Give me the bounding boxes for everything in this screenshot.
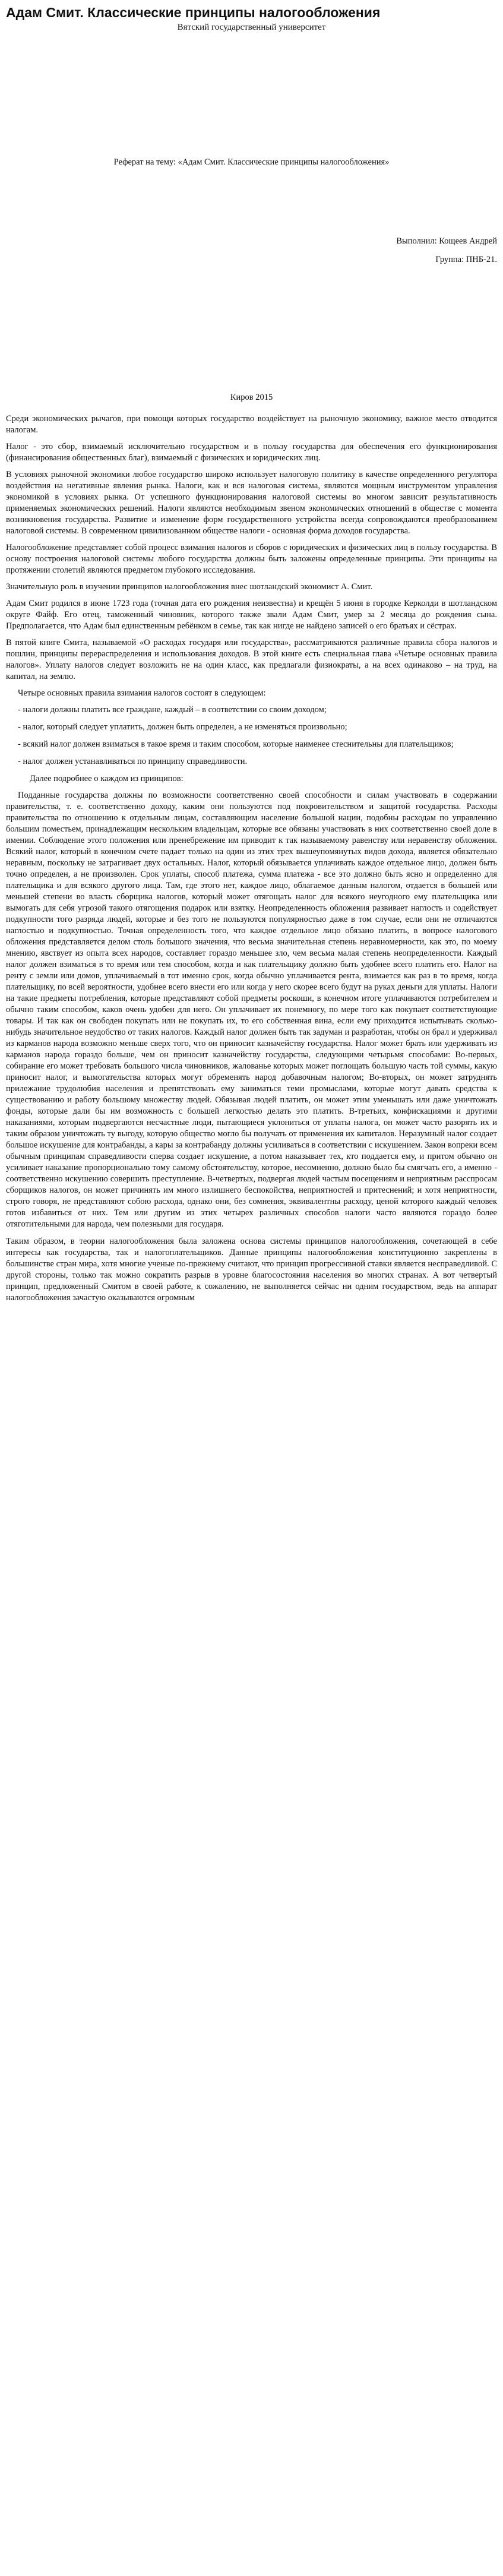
details-intro: Далее подробнее о каждом из принципов: [30,774,184,783]
rule-item: - всякий налог должен взиматься в такое время и таким способом, которые наименее стеснительны для плательщиков; [18,739,454,749]
paragraph: В пятой книге Смита, называемой «О расходах государя или государства», рассматриваются различные правила сбора налогов и пошлин, принципы перераспределения и использования доходов. В этой книге есть специальная глава «Четыре основных правила налогов». Уплату налогов следует возложить не на один класс, как предлагали физиократы, а на всех одинаково – на труд, на капитал, на землю. [6,638,497,681]
city-year: Киров 2015 [230,393,273,402]
paragraph: В условиях рыночной экономики любое государство широко использует налоговую политику в качестве определенного регулятора воздействия на негативные явления рынка. Налоги, как и вся налоговая система, являются мощным инструментом управления экономикой в условиях рынка. От успешного функционирования налоговой системы во многом зависит результативность применяемых экономических решений. Налоги являются необходимым звеном экономических отношений в обществе с момента возникновения государства. Развитие и изменение форм государственного устройства всегда сопровождаются преобразованием налоговой системы. В современном цивилизованном обществе налоги - основная форма доходов государства. [6,470,497,536]
document-title: Адам Смит. Классические принципы налогообложения [6,5,381,20]
rule-item: - налоги должны платить все граждане, каждый – в соответствии со своим доходом; [18,705,327,715]
paragraph: Таким образом, в теории налогообложения была заложена основа системы принципов налогообложения, сочетающей в себе интересы как государства, так и налогоплательщиков. Данные принципы налогообложения конституционно закреплены в большинстве стран мира, хотя многие ученые по-прежнему считают, что принцип прогрессивной ставки является несправедливой. С другой стороны, только так можно сократить разрыв в уровне благосостояния населения во многих странах. А вот четвертый принцип, предложенный Смитом в своей работе, к сожалению, не выполняется сейчас ни одним государством, ведь на аппарат налогообложения зачастую оказываются огромным [6,1237,497,1303]
rule-item: - налог должен устанавливаться по принципу справедливости. [18,757,248,766]
document-body [6,413,497,1304]
rule-item: - налог, который следует уплатить, должен быть определен, а не изменяться произвольно; [18,722,347,732]
university-name: Вятский государственный университет [177,23,326,32]
author-line: Выполнил: Кощеев Андрей [396,236,497,246]
paragraph: Подданные государства должны по возможности соответственно своей способности и силам участвовать в содержании правительства, т. е. соответственно доходу, каким они пользуются под покровительством и защитой государства. Расходы правительства по отношению к отдельным лицам, составляющим население большой нации, подобны расходам по управлению большим поместьем, принадлежащим нескольким владельцам, которые все обязаны участвовать в них соответственно своей доле в имении. Соблюдение этого положения или пренебрежение им приводит к так называемому равенству или неравенству обложения. Всякий налог, который в конечном счете падает только на один из этих трех вышеупомянутых видов дохода, является обязательно неравным, поскольку не затрагивает двух остальных. Налог, который обязывается уплачивать каждое отдельное лицо, должен быть точно определен, а не произволен. Срок уплаты, способ платежа, сумма платежа - все это должно быть ясно и определенно для плательщика и для всякого другого лица. Там, где этого нет, каждое лицо, облагаемое данным налогом, отдается в большей или меньшей степени во власть сборщика налогов, который может отягощать налог для всякого неугодного ему плательщика или вымогать для себя угрозой такого отягощения подарок или взятку. Неопределенность обложения развивает наглость и содействует подкупности того разряда людей, которые и без того не пользуются популярностью даже в том случае, если они не отличаются наглостью и подкупностью. Точная определенность того, что каждое отдельное лицо обязано платить, в вопросе налогового обложения представляется делом столь большого значения, что весьма значительная степень неравномерности, как это, по моему мнению, явствует из опыта всех народов, составляет гораздо меньшее зло, чем весьма малая степень неопределенности. Каждый налог должен взиматься в то время или тем способом, когда и как плательщику должно быть удобнее всего платить его. Налог на ренту с земли или домов, уплачиваемый в тот именно срок, когда обычно уплачивается рента, взимается как раз в то время, когда плательщику, по всей вероятности, удобнее всего внести его или когда у него скорее всего будут на руках деньги для уплаты. Налоги на такие предметы потребления, которые представляют собой предметы роскоши, в конечном итоге уплачиваются потребителем и обычно таким способом, каков очень удобен для него. Он уплачивает их понемногу, по мере того как покупает соответствующие товары. И так как он свободен покупать или не покупать их, то его собственная вина, если ему приходится испытывать сколько-нибудь значительное неудобство от таких налогов. Каждый налог должен быть так задуман и разработан, чтобы он брал и удерживал из карманов народа возможно меньше сверх того, что он приносит казначейству государства. Налог может брать или удерживать из карманов народа гораздо больше, чем он приносит казначейству государства, следующими четырьмя способами: Во-первых, собирание его может требовать большого числа чиновников, жалованье которых может поглощать большую часть той суммы, какую приносит налог, и вымогательства которых могут обременять народ добавочным налогом; Во-вторых, он может затруднять прилежание трудолюбия населения и препятствовать ему заниматься теми промыслами, которые могут давать средства к существованию и работу большому множеству людей. Обязывая людей платить, он может этим уменьшать или даже уничтожать фонды, которые дали бы им возможность с большей легкостью делать это платить. В-третьих, конфискациями и другими наказаниями, которым подвергаются несчастные люди, пытающиеся уклониться от уплаты налога, он может часто разорять их и таким образом уничтожать ту выгоду, которую общество могло бы получать от применения их капиталов. Неразумный налог создает большое искушение для контрабанды, а кары за контрабанду должны усиливаться в соответствии с искушением. Закон вопреки всем обычным принципам справедливости сперва создает искушение, а потом наказывает тех, кто поддается ему, и притом обычно он усиливает наказание пропорционально тому самому обстоятельству, которое, несомненно, должно было бы смягчать его, а именно - соответственно искушению совершить преступление. В-четвертых, подвергая людей частым посещениям и неприятным расспросам сборщиков налогов, он может причинять им много излишнего беспокойства, неприятностей и притеснений; и хотя неприятности, строго говоря, не представляют собою расхода, однако они, без сомнения, эквивалентны расходу, ценой которого каждый человек готов избавиться от них. Тем или другим из этих четырех различных способов налоги часто являются гораздо более отяготительными для народа, чем полезными для государя. [6,791,497,1229]
paragraph: Налогообложение представляет собой процесс взимания налогов и сборов с юридических и физических лиц в пользу государства. В основу построения налоговой системы любого государства должны быть заложены определенные принципы. Эти принципы на протяжении столетий являются предметом глубокого исследования. [6,543,497,575]
paragraph: Значительную роль в изучении принципов налогообложения внес шотландский экономист А. Смит. [6,582,373,592]
rules-intro: Четыре основных правила взимания налогов состоят в следующем: [18,688,266,698]
paragraph: Адам Смит родился в июне 1723 года (точная дата его рождения неизвестна) и крещён 5 июня в городке Керколди в шотландском округе Файф. Его отец, таможенный чиновник, которого также звали Адам Смит, умер за 2 месяца до рождения сына. Предполагается, что Адам был единственным ребёнком в семье, так как нигде не найдено записей о его братьях и сёстрах. [6,599,497,631]
paragraph: Среди экономических рычагов, при помощи которых государство воздействует на рыночную экономику, важное место отводится налогам. [6,414,497,435]
group-line: Группа: ПНБ-21. [435,255,497,264]
paragraph: Налог - это сбор, взимаемый исключительно государством и в пользу государства для обеспечения его функционирования (финансирования общественных благ), взимаемый с физических и юридических лиц. [6,442,497,463]
report-title: Реферат на тему: «Адам Смит. Классические принципы налогообложения» [113,157,390,167]
